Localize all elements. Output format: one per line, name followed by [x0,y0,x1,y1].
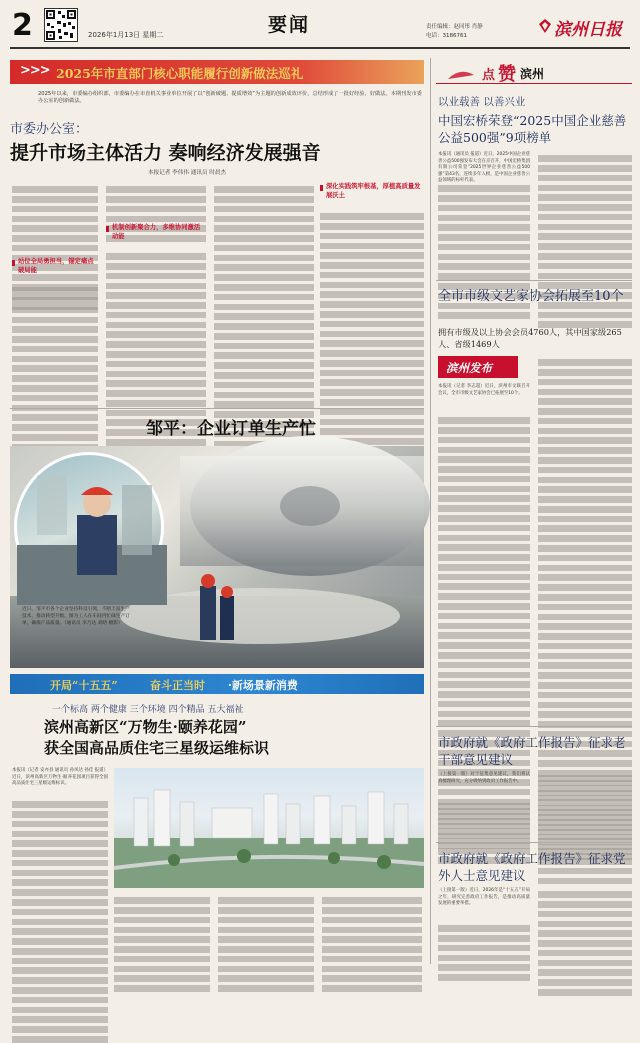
release-badge: 滨州发布 [438,356,518,378]
main-col2-text [106,183,206,218]
factory-photo [10,446,424,668]
housing-kicker: 一个标高 两个健康 三个环境 四个精品 五大福祉 [52,705,244,715]
photo-headline: 邹平：企业订单生产忙 [146,419,316,439]
sub-marker-icon [106,226,109,232]
right-headline: 中国宏桥荣登“2025中国企业慈善公益500强”9项榜单 [438,113,627,145]
housing-text-a [12,798,108,966]
praise-tag [436,60,632,84]
sub-marker-icon [320,185,323,191]
proposal1-text-b [538,772,632,836]
housing-headline-1: 滨州高新区“万物生·颐养花园” [44,718,247,736]
brand-logo-icon [538,18,552,34]
association-sub: 拥有市级及以上协会会员4760人，其中国家级265人、省级1469人 [438,327,622,349]
praise-leaf-icon [446,66,476,78]
band-mid: 奋斗正当时 [150,679,205,692]
housing-text-d [322,894,422,966]
sub-heading-3: 深化实践筑牢根基，厚植高质量发展沃土 [320,183,424,207]
main-headline: 提升市场主体活力 奏响经济发展强音 [10,142,321,164]
main-byline: 本报记者 李伟伟 通讯员 时晨杰 [148,170,227,176]
right-kicker: 以业载善 以善兴业 [438,96,526,108]
praise-tag-highlight: 赞 [498,64,516,85]
masthead [0,0,640,52]
qr-code-icon [44,8,78,42]
proposal2-text-a [438,922,530,966]
proposal2-text-b [538,888,632,966]
main-col1-text-2 [12,284,98,404]
section-title: 要闻 [268,14,311,36]
association-text-b [538,356,632,719]
sub-heading-2: 机制创新聚合力，多维协同激活动能 [106,224,206,246]
banner-title: 2025年市直部门核心职能履行创新做法巡礼 [56,66,304,81]
association-text-a [438,414,530,719]
sub-heading-1: 站位全局勇担当，锚定痛点破局能 [12,258,98,280]
right-lead: 本报讯（通讯员 报道）近日，2025中国企业慈善公益500强发布大会在京召开，中国宏桥集团有限公司荣登“2025世界企业慈善公益500强”第43名，连续多年入榜，是中国企业慈善公益领域的标杆代表。 [438,152,530,184]
banner [10,60,424,84]
band-left: 开局“十五五” [50,679,118,692]
proposal1-text-a [438,800,530,836]
housing-text-c [218,894,314,966]
main-col3-text [214,183,314,403]
praise-tag-prefix: 点 [482,68,496,83]
aerial-photo [114,768,424,888]
band-right: ·新场景新消费 [228,679,298,692]
phone-line: 电话：3186761 [426,33,467,39]
intro-text: 2025年以来，市委编办组织部，市委编办在市直机关事业单位开展了以“创新破题、提质增效”为主题的创新成效评价，总结形成了一批好经验、好做法。本期刊发市委办公室的创新做法。 [38,91,422,104]
main-col1-text [12,183,98,253]
editor-line: 责任编辑：赵同彤 肖静 [426,24,483,30]
housing-headline-2: 获全国高品质住宅三星级运维标识 [44,739,270,757]
theme-band [10,674,424,694]
praise-tag-suffix: 滨州 [520,67,545,81]
page-number: 2 [12,8,33,43]
main-kicker: 市委办公室： [10,122,89,137]
right-text-b [538,152,632,270]
banner-arrows: >>> [20,63,50,78]
association-lead: 本报讯（记者 李志超）近日，滨州市文联召开会议，全市市级文艺家协会已拓展至10个。 [438,384,530,396]
proposal1-headline: 市政府就《政府工作报告》征求老干部意见建议 [438,735,626,767]
housing-lead: 本报讯（记者 安亦县 通讯员 孙凤达 孙佳 报道）近日，滨州高新区万物生·颐养花园项目获得全国高品质住宅三星级运维标识。 [12,768,108,787]
main-col2-text-2 [106,250,206,400]
proposal2-headline: 市政府就《政府工作报告》征求党外人士意见建议 [438,851,626,883]
date-line: 2026年1月13日 星期二 [88,31,164,39]
housing-text-b [114,894,210,966]
sub-marker-icon [12,260,15,266]
association-headline: 全市市级文艺家协会拓展至10个 [438,289,624,304]
main-col4-text [320,210,424,402]
proposal2-lead: （上接第一版）近日，2026年是“十五五”开局之年，研究完善政府工作报告，是推动高质量发展的重要举措。 [438,888,530,907]
brand-name: 滨州日报 [554,20,622,40]
worker-inset-photo [14,452,164,602]
proposal1-lead: （上接第一版）对于征集意见建议，我们将认真梳理研究，充分吸纳到政府工作报告中。 [438,772,530,784]
photo-caption: 近日，邹平市各个企业坚持科技引领，不断丰富生产技术，推动转型升级。图为工人在车间内忙碌生产订单，确保产品质量。（通讯员 李乃达 刘晗 摄影） [22,607,130,626]
right-text-a [438,182,530,274]
